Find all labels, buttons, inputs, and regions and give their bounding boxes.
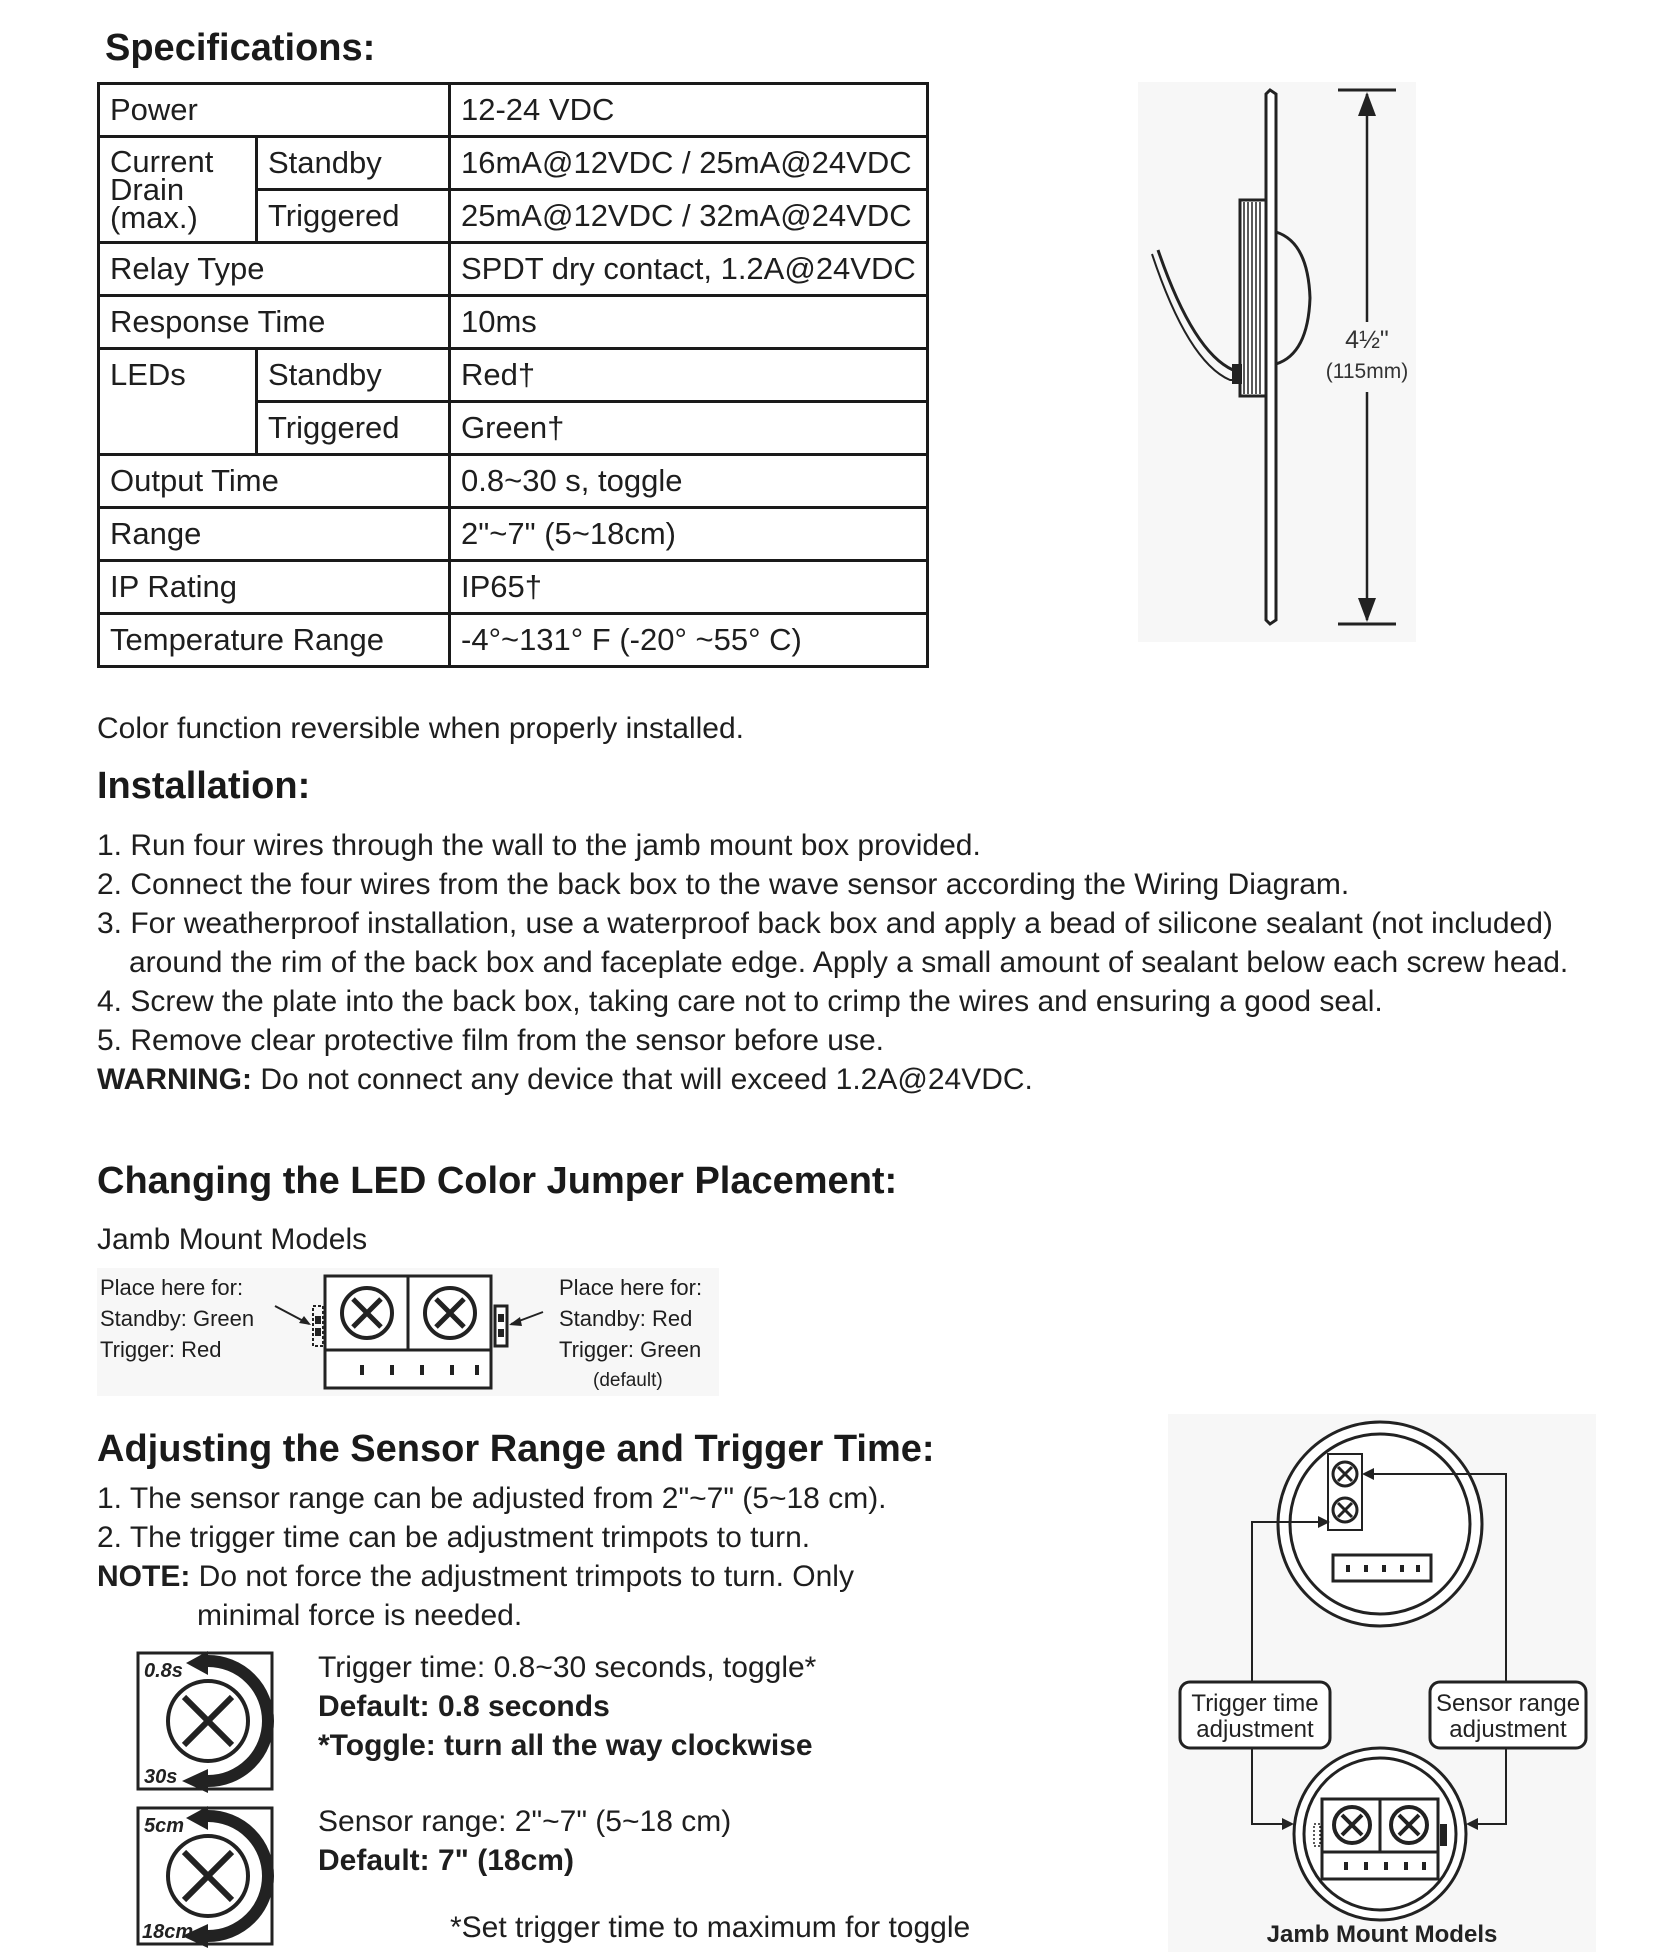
sensor-default-line: Default: 7" (18cm) — [318, 1844, 574, 1877]
dial-top-label: 5cm — [144, 1815, 185, 1837]
trimpot-icon — [425, 1288, 475, 1338]
arrow-right-icon — [299, 1316, 311, 1325]
leds-standby-label: Standby — [257, 349, 450, 402]
current-drain-label: Current Drain (max.) — [99, 137, 257, 243]
current-standby-value: 16mA@12VDC / 25mA@24VDC — [450, 137, 928, 190]
list-item: 1. The sensor range can be adjusted from 2"~7" (5~18 cm). — [97, 1482, 887, 1515]
current-triggered-value: 25mA@12VDC / 32mA@24VDC — [450, 190, 928, 243]
arrow-left-icon — [509, 1317, 522, 1326]
list-item: 4. Screw the plate into the back box, taking care not to crimp the wires and ensuring a good seal. — [97, 985, 1383, 1018]
table-row — [99, 243, 928, 296]
note-line: (default) — [593, 1370, 663, 1391]
jumper-position-left — [313, 1306, 323, 1346]
sensor-range-text — [318, 1802, 731, 1880]
table-row — [99, 349, 928, 402]
dial-top-label: 0.8s — [144, 1660, 183, 1682]
leds-label: LEDs — [99, 349, 257, 455]
table-row — [99, 84, 928, 137]
adjusting-heading: Adjusting the Sensor Range and Trigger Time: — [97, 1428, 935, 1470]
note-line: Trigger: Green — [559, 1337, 702, 1362]
power-value: 12-24 VDC — [450, 84, 928, 137]
note-line: Standby: Green — [100, 1306, 255, 1331]
trigger-time-line: Trigger time: 0.8~30 seconds, toggle* — [318, 1651, 817, 1684]
trigger-leader-bottom — [1252, 1748, 1292, 1824]
jumper-heading: Changing the LED Color Jumper Placement: — [97, 1160, 898, 1202]
table-row — [99, 561, 928, 614]
trigger-label-line1: Trigger time — [1191, 1690, 1319, 1717]
jumper — [1440, 1824, 1447, 1846]
note-line: Standby: Red — [559, 1306, 693, 1331]
specifications-table — [97, 82, 929, 668]
note-line: Trigger: Red — [100, 1337, 222, 1362]
warning-label: WARNING: — [97, 1063, 252, 1096]
installation-heading: Installation: — [97, 765, 311, 807]
note-line: Place here for: — [100, 1275, 244, 1300]
table-row — [99, 455, 928, 508]
response-time-value: 10ms — [450, 296, 928, 349]
note-label: NOTE: — [97, 1560, 191, 1593]
jumper-left-note — [100, 1272, 254, 1365]
installation-steps — [97, 826, 1617, 1099]
dimension-figure — [1138, 82, 1416, 642]
list-item: 2. The trigger time can be adjustment trimpots to turn. — [97, 1521, 811, 1554]
trigger-time-text — [318, 1648, 816, 1765]
temperature-range-value: -4°~131° F (-20° ~55° C) — [450, 614, 928, 667]
wiring-figure — [1168, 1414, 1596, 1952]
arrow-right-icon — [1282, 1818, 1294, 1830]
output-time-value: 0.8~30 s, toggle — [450, 455, 928, 508]
note-text: Do not force the adjustment trimpots to turn. Only — [198, 1560, 854, 1593]
sensor-range-line: Sensor range: 2"~7" (5~18 cm) — [318, 1805, 732, 1838]
trigger-default-line: Default: 0.8 seconds — [318, 1690, 610, 1723]
list-item: 2. Connect the four wires from the back box to the wave sensor according the Wiring Diagram. — [97, 868, 1350, 901]
specifications-heading: Specifications: — [105, 27, 376, 69]
trigger-toggle-line: *Toggle: turn all the way clockwise — [318, 1729, 813, 1762]
leds-standby-value: Red† — [450, 349, 928, 402]
table-row — [99, 137, 928, 190]
response-time-label: Response Time — [99, 296, 450, 349]
leds-triggered-value: Green† — [450, 402, 928, 455]
list-item: 5. Remove clear protective film from the sensor before use. — [97, 1024, 885, 1057]
range-label: Range — [99, 508, 450, 561]
trigger-time-dial — [136, 1651, 276, 1793]
temperature-range-label: Temperature Range — [99, 614, 450, 667]
toggle-note: *Set trigger time to maximum for toggle — [450, 1911, 971, 1944]
table-row — [99, 296, 928, 349]
dimension-size-label: 4½" — [1345, 326, 1389, 354]
jumper-subheading: Jamb Mount Models — [97, 1223, 368, 1256]
arrow-up-icon — [1358, 92, 1376, 116]
range-value: 2"~7" (5~18cm) — [450, 508, 928, 561]
jumper-figure — [97, 1268, 719, 1396]
current-triggered-label: Triggered — [257, 190, 450, 243]
trimpot-icon — [342, 1288, 392, 1338]
adjusting-steps — [97, 1479, 887, 1635]
warning-line — [97, 1060, 1617, 1099]
jumper-right-note — [559, 1272, 702, 1396]
list-item: 1. Run four wires through the wall to the jamb mount box provided. — [97, 829, 981, 862]
relay-type-label: Relay Type — [99, 243, 450, 296]
sensor-leader-bottom — [1468, 1748, 1506, 1824]
wiring-caption: Jamb Mount Models — [1266, 1921, 1498, 1948]
specifications-footnote: Color function reversible when properly installed. — [97, 712, 744, 745]
sensor-dome — [1276, 232, 1310, 364]
list-item: 3. For weatherproof installation, use a waterproof back box and apply a bead of silicone sealant (not included) around the rim of the back box and faceplate edge. Apply a small amount of sealant below each screw head. — [97, 907, 1569, 979]
current-standby-label: Standby — [257, 137, 450, 190]
arrow-left-icon — [1466, 1818, 1478, 1830]
trigger-label-line2: adjustment — [1196, 1716, 1314, 1743]
sensor-label-line1: Sensor range — [1435, 1690, 1581, 1717]
table-row — [99, 614, 928, 667]
side-profile-drawing — [1138, 82, 1416, 642]
relay-type-value: SPDT dry contact, 1.2A@24VDC — [450, 243, 928, 296]
wire-grommet — [1232, 364, 1242, 384]
wiring-drawing — [1168, 1414, 1596, 1952]
arrow-down-icon — [1358, 598, 1376, 622]
dial-bottom-label: 18cm — [142, 1921, 194, 1943]
note-line — [97, 1557, 887, 1596]
note-line: Place here for: — [559, 1275, 703, 1300]
dimension-metric-label: (115mm) — [1325, 360, 1409, 383]
power-label: Power — [99, 84, 450, 137]
dial-bottom-label: 30s — [144, 1766, 178, 1788]
sensor-label-line2: adjustment — [1449, 1716, 1567, 1743]
leds-triggered-label: Triggered — [257, 402, 450, 455]
output-time-label: Output Time — [99, 455, 450, 508]
ip-rating-label: IP Rating — [99, 561, 450, 614]
warning-text: Do not connect any device that will exceed 1.2A@24VDC. — [260, 1063, 1033, 1096]
table-row — [99, 508, 928, 561]
jumper-position-right — [495, 1306, 507, 1346]
jumper-board-drawing — [247, 1268, 567, 1396]
ip-rating-value: IP65† — [450, 561, 928, 614]
sensor-range-dial — [136, 1806, 276, 1948]
note-text-continued: minimal force is needed. — [197, 1599, 523, 1632]
